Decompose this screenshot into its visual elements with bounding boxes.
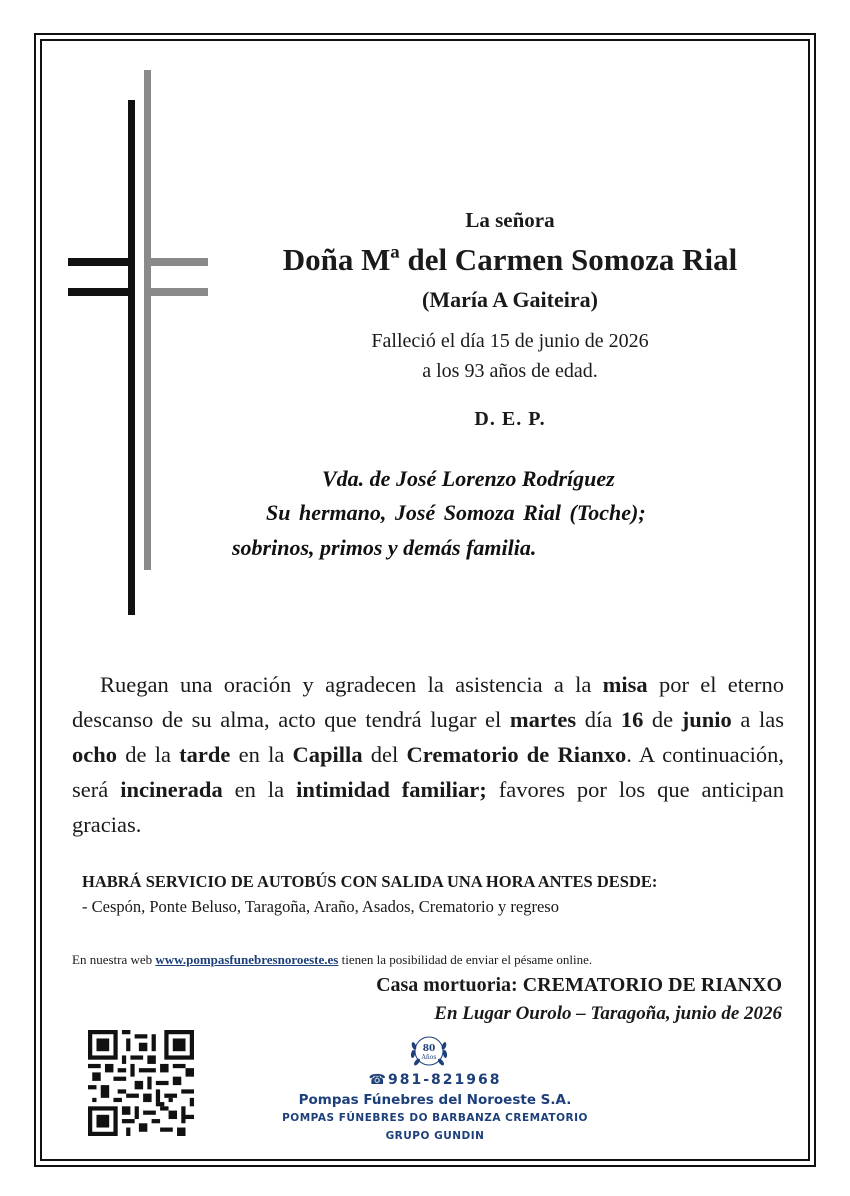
badge-number: 80 bbox=[422, 1044, 436, 1054]
laurel-badge-icon bbox=[408, 1030, 450, 1072]
cross-grey-bar-bottom bbox=[144, 288, 208, 296]
cross-grey-bar-top bbox=[144, 258, 208, 266]
family-line-1: Vda. de José Lorenzo Rodríguez bbox=[322, 466, 615, 491]
website-link[interactable]: www.pompasfunebresnoroeste.es bbox=[155, 952, 339, 967]
mortuary-location: Casa mortuoria: CREMATORIO DE RIANXO bbox=[376, 974, 782, 996]
badge-word: Años bbox=[421, 1054, 437, 1061]
death-age: a los 93 años de edad. bbox=[422, 360, 598, 382]
bus-service-places: - Cespón, Ponte Beluso, Taragoña, Araño, Asados, Crematorio y regreso bbox=[82, 897, 559, 916]
phone-number: 981-821968 bbox=[387, 1072, 502, 1088]
death-info bbox=[220, 326, 800, 386]
place-and-date: En Lugar Ourolo – Taragoña, junio de 2026 bbox=[434, 1003, 782, 1024]
deceased-nickname: (María A Gaiteira) bbox=[422, 287, 598, 312]
phone-icon: ☎ bbox=[368, 1072, 388, 1088]
cross-grey-vertical bbox=[144, 70, 151, 570]
salutation: La señora bbox=[465, 208, 555, 232]
company-subtitle: POMPAS FÚNEBRES DO BARBANZA CREMATORIO bbox=[282, 1112, 588, 1124]
cross-black-bar-bottom bbox=[68, 288, 135, 296]
death-date: Falleció el día 15 de junio de 2026 bbox=[371, 330, 649, 352]
phone-contact[interactable] bbox=[360, 1072, 510, 1088]
bus-service-title: HABRÁ SERVICIO DE AUTOBÚS CON SALIDA UNA HORA ANTES DESDE: bbox=[82, 872, 658, 891]
company-group: GRUPO GUNDIN bbox=[385, 1130, 485, 1142]
mass-announcement: Ruegan una oración y agradecen la asistencia a la misa por el eterno descanso de su alma, acto que tendrá lugar el martes día 16 de junio a las ocho de la tarde en la Capilla del Crematorio de Rianxo. A continuación, será incinerada en la intimidad familiar; favores por los que anticipan gracias. bbox=[72, 672, 784, 837]
rip-text: D. E. P. bbox=[474, 408, 546, 430]
cross-black-vertical bbox=[128, 100, 135, 615]
deceased-name: Doña Mª del Carmen Somoza Rial bbox=[282, 242, 738, 277]
qr-code-icon[interactable] bbox=[88, 1030, 194, 1136]
family-line-3: sobrinos, primos y demás familia. bbox=[232, 535, 537, 560]
company-name: Pompas Fúnebres del Noroeste S.A. bbox=[298, 1092, 572, 1108]
family-line-2: Su hermano, José Somoza Rial (Toche); bbox=[266, 500, 646, 525]
cross-black-bar-top bbox=[68, 258, 135, 266]
web-condolence-line: En nuestra web www.pompasfunebresnoroeste.es tienen la posibilidad de enviar el pésame online. bbox=[72, 952, 593, 967]
